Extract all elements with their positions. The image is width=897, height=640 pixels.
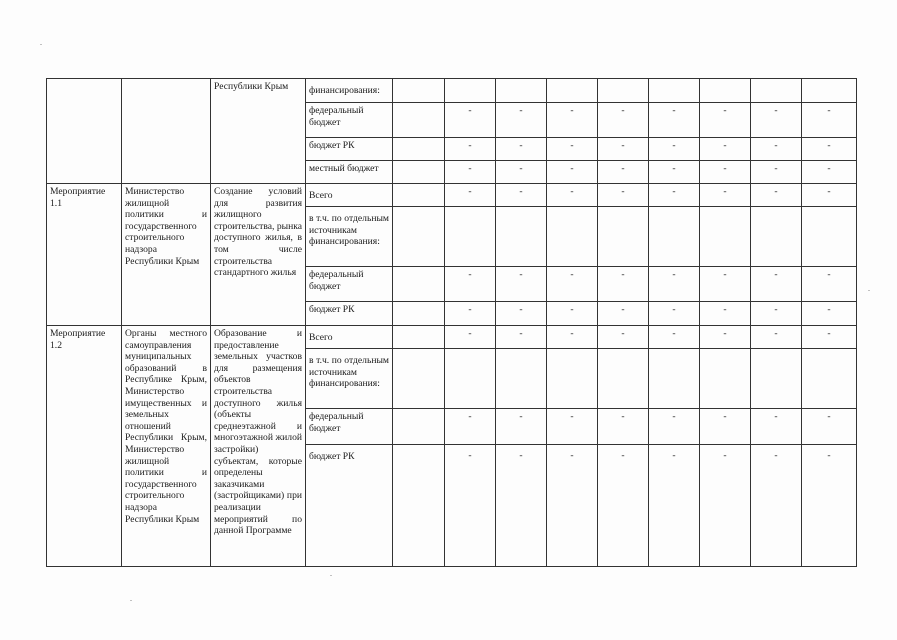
- value-cell: -: [802, 161, 857, 184]
- event-cell: Мероприятие 1.2: [47, 326, 122, 567]
- value-cell: -: [649, 103, 700, 138]
- value-cell: [393, 445, 445, 567]
- value-cell: -: [496, 161, 547, 184]
- value-cell: -: [751, 326, 802, 349]
- value-cell: -: [445, 409, 496, 445]
- value-cell: -: [802, 138, 857, 161]
- value-cell: -: [649, 184, 700, 207]
- value-cell: [496, 79, 547, 103]
- value-cell: -: [649, 138, 700, 161]
- value-cell: -: [700, 267, 751, 302]
- value-cell: -: [598, 138, 649, 161]
- task-cell: Образование и предоставление земельных участков для размещения объектов строительства доступного жилья (объекты среднеэтажной и многоэтажной жилой застройки) субъектам, которые определены заказчиками (застройщиками) при реализации мероприятий по данной Программе: [211, 326, 306, 567]
- table-body: [47, 79, 857, 567]
- value-cell: -: [700, 184, 751, 207]
- value-cell: -: [700, 409, 751, 445]
- value-cell: -: [598, 184, 649, 207]
- source-cell: бюджет РК: [306, 445, 393, 567]
- task-cell: Создание условий для развития жилищного строительства, рынка доступного жилья, в том числе строительства стандартного жилья: [211, 184, 306, 326]
- value-cell: -: [700, 302, 751, 326]
- value-cell: -: [802, 184, 857, 207]
- value-cell: [802, 349, 857, 409]
- value-cell: [547, 79, 598, 103]
- value-cell: [751, 207, 802, 267]
- scan-speck: [868, 290, 870, 291]
- value-cell: [445, 79, 496, 103]
- value-cell: -: [598, 103, 649, 138]
- value-cell: -: [496, 103, 547, 138]
- value-cell: -: [496, 138, 547, 161]
- value-cell: -: [598, 326, 649, 349]
- value-cell: -: [445, 184, 496, 207]
- source-cell: Всего: [306, 184, 393, 207]
- value-cell: -: [547, 184, 598, 207]
- source-cell: в т.ч. по отдельным источникам финансирования:: [306, 349, 393, 409]
- value-cell: -: [751, 445, 802, 567]
- scan-speck: [330, 575, 332, 576]
- value-cell: [393, 103, 445, 138]
- table-row: [47, 326, 857, 349]
- value-cell: [393, 138, 445, 161]
- value-cell: -: [700, 326, 751, 349]
- value-cell: -: [547, 161, 598, 184]
- value-cell: [393, 207, 445, 267]
- value-cell: -: [700, 103, 751, 138]
- value-cell: -: [547, 103, 598, 138]
- value-cell: -: [700, 445, 751, 567]
- value-cell: [393, 184, 445, 207]
- source-cell: местный бюджет: [306, 161, 393, 184]
- executor-cell: Органы местного самоуправления муниципальных образований в Республике Крым, Министерство имущественных и земельных отношений Республики Крым, Министерство жилищной политики и государственного строительного надзора Республики Крым: [122, 326, 211, 567]
- task-cell: Республики Крым: [211, 79, 306, 184]
- value-cell: -: [445, 103, 496, 138]
- value-cell: -: [649, 445, 700, 567]
- value-cell: -: [751, 161, 802, 184]
- table-row: [47, 79, 857, 103]
- value-cell: -: [547, 302, 598, 326]
- value-cell: [393, 409, 445, 445]
- value-cell: [802, 79, 857, 103]
- value-cell: -: [598, 267, 649, 302]
- scan-speck: [130, 600, 132, 601]
- program-financing-table: [46, 78, 857, 567]
- value-cell: [393, 267, 445, 302]
- value-cell: -: [445, 267, 496, 302]
- value-cell: -: [751, 267, 802, 302]
- value-cell: -: [649, 326, 700, 349]
- value-cell: [496, 207, 547, 267]
- value-cell: [700, 79, 751, 103]
- source-cell: Всего: [306, 326, 393, 349]
- value-cell: [649, 79, 700, 103]
- value-cell: -: [700, 138, 751, 161]
- event-cell: [47, 79, 122, 184]
- value-cell: -: [598, 302, 649, 326]
- value-cell: [802, 207, 857, 267]
- value-cell: [751, 79, 802, 103]
- value-cell: -: [751, 409, 802, 445]
- value-cell: -: [496, 302, 547, 326]
- value-cell: -: [802, 326, 857, 349]
- value-cell: [598, 79, 649, 103]
- value-cell: -: [649, 161, 700, 184]
- value-cell: [393, 326, 445, 349]
- value-cell: [445, 207, 496, 267]
- value-cell: -: [751, 302, 802, 326]
- value-cell: -: [751, 184, 802, 207]
- source-cell: в т.ч. по отдельным источникам финансирования:: [306, 207, 393, 267]
- value-cell: -: [802, 302, 857, 326]
- source-cell: федеральный бюджет: [306, 409, 393, 445]
- value-cell: [393, 349, 445, 409]
- value-cell: [598, 207, 649, 267]
- value-cell: -: [496, 267, 547, 302]
- source-cell: федеральный бюджет: [306, 103, 393, 138]
- executor-cell: [122, 79, 211, 184]
- value-cell: -: [445, 445, 496, 567]
- value-cell: -: [496, 409, 547, 445]
- value-cell: [393, 79, 445, 103]
- value-cell: -: [649, 302, 700, 326]
- value-cell: [445, 349, 496, 409]
- source-cell: бюджет РК: [306, 138, 393, 161]
- value-cell: -: [700, 161, 751, 184]
- value-cell: -: [445, 138, 496, 161]
- value-cell: -: [496, 184, 547, 207]
- value-cell: -: [445, 326, 496, 349]
- value-cell: -: [802, 103, 857, 138]
- value-cell: -: [598, 445, 649, 567]
- value-cell: -: [445, 302, 496, 326]
- value-cell: [496, 349, 547, 409]
- value-cell: [547, 349, 598, 409]
- value-cell: -: [445, 161, 496, 184]
- value-cell: [649, 349, 700, 409]
- value-cell: -: [751, 103, 802, 138]
- value-cell: -: [802, 267, 857, 302]
- event-cell: Мероприятие 1.1: [47, 184, 122, 326]
- value-cell: [700, 349, 751, 409]
- value-cell: [700, 207, 751, 267]
- value-cell: -: [598, 409, 649, 445]
- value-cell: -: [547, 326, 598, 349]
- value-cell: [393, 302, 445, 326]
- value-cell: -: [547, 138, 598, 161]
- value-cell: [393, 161, 445, 184]
- source-cell: федеральный бюджет: [306, 267, 393, 302]
- value-cell: -: [496, 326, 547, 349]
- scan-speck: [40, 44, 42, 45]
- value-cell: -: [649, 409, 700, 445]
- value-cell: -: [598, 161, 649, 184]
- value-cell: [598, 349, 649, 409]
- value-cell: -: [496, 445, 547, 567]
- value-cell: -: [751, 138, 802, 161]
- executor-cell: Министерство жилищной политики и государственного строительного надзора Республики Крым: [122, 184, 211, 326]
- table-row: [47, 184, 857, 207]
- value-cell: -: [802, 409, 857, 445]
- source-cell: бюджет РК: [306, 302, 393, 326]
- value-cell: -: [547, 409, 598, 445]
- value-cell: -: [547, 445, 598, 567]
- value-cell: -: [802, 445, 857, 567]
- source-cell: финансирования:: [306, 79, 393, 103]
- value-cell: [751, 349, 802, 409]
- value-cell: -: [649, 267, 700, 302]
- value-cell: [649, 207, 700, 267]
- value-cell: -: [547, 267, 598, 302]
- value-cell: [547, 207, 598, 267]
